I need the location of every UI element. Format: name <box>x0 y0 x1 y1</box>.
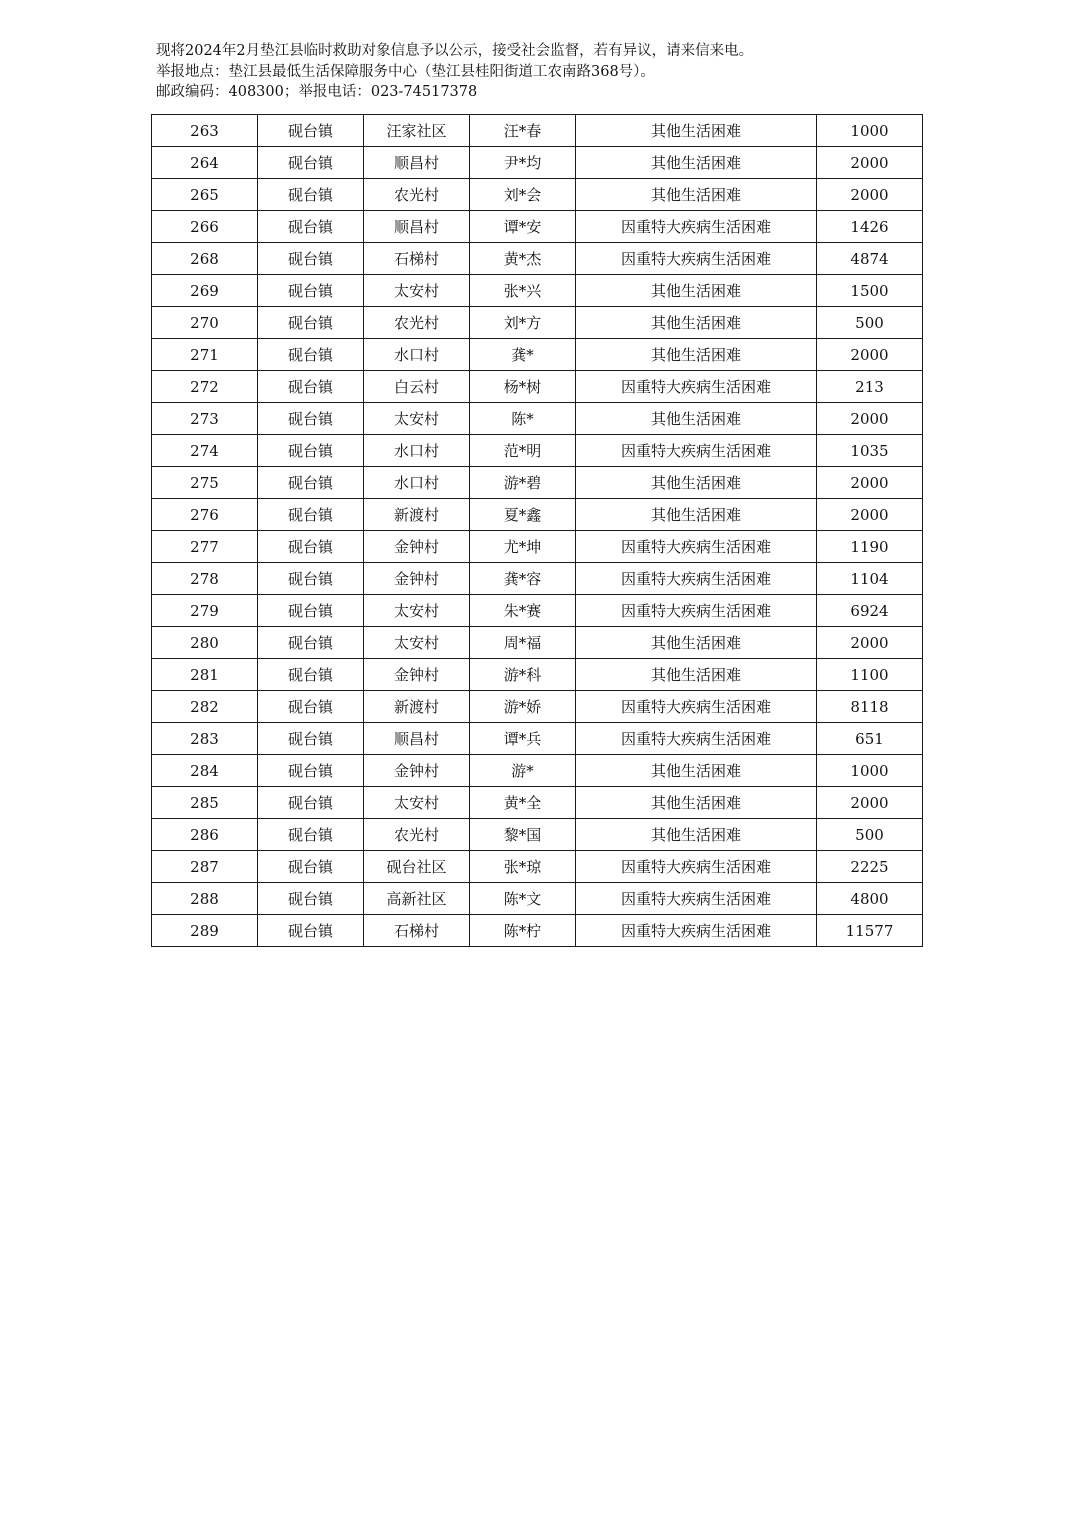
table-row <box>152 371 923 403</box>
cell-town: 砚台镇 <box>258 307 364 339</box>
cell-name: 刘*方 <box>470 307 576 339</box>
cell-amount: 1035 <box>817 435 923 467</box>
cell-serial-number: 275 <box>152 467 258 499</box>
cell-town: 砚台镇 <box>258 531 364 563</box>
cell-name: 游*科 <box>470 659 576 691</box>
table-row <box>152 115 923 147</box>
table-row <box>152 211 923 243</box>
cell-town: 砚台镇 <box>258 435 364 467</box>
cell-village: 白云村 <box>364 371 470 403</box>
cell-town: 砚台镇 <box>258 691 364 723</box>
cell-amount: 2000 <box>817 403 923 435</box>
table-row <box>152 179 923 211</box>
cell-reason: 因重特大疾病生活困难 <box>576 531 817 563</box>
cell-serial-number: 283 <box>152 723 258 755</box>
cell-serial-number: 266 <box>152 211 258 243</box>
cell-village: 石梯村 <box>364 243 470 275</box>
table-row <box>152 307 923 339</box>
cell-name: 黄*全 <box>470 787 576 819</box>
cell-name: 夏*鑫 <box>470 499 576 531</box>
table-row <box>152 531 923 563</box>
cell-name: 汪*春 <box>470 115 576 147</box>
cell-village: 石梯村 <box>364 915 470 947</box>
cell-name: 陈*柠 <box>470 915 576 947</box>
cell-village: 高新社区 <box>364 883 470 915</box>
cell-reason: 因重特大疾病生活困难 <box>576 915 817 947</box>
cell-town: 砚台镇 <box>258 371 364 403</box>
cell-amount: 6924 <box>817 595 923 627</box>
table-row <box>152 147 923 179</box>
cell-village: 农光村 <box>364 307 470 339</box>
cell-town: 砚台镇 <box>258 403 364 435</box>
notice-line-contact: 邮政编码：408300；举报电话：023-74517378 <box>156 84 478 100</box>
cell-serial-number: 288 <box>152 883 258 915</box>
cell-amount: 651 <box>817 723 923 755</box>
cell-serial-number: 287 <box>152 851 258 883</box>
cell-reason: 其他生活困难 <box>576 787 817 819</box>
cell-serial-number: 264 <box>152 147 258 179</box>
relief-table-body <box>152 115 923 947</box>
cell-village: 农光村 <box>364 179 470 211</box>
cell-reason: 其他生活困难 <box>576 755 817 787</box>
cell-amount: 500 <box>817 819 923 851</box>
cell-village: 水口村 <box>364 339 470 371</box>
cell-serial-number: 269 <box>152 275 258 307</box>
cell-serial-number: 280 <box>152 627 258 659</box>
cell-name: 陈*文 <box>470 883 576 915</box>
cell-reason: 因重特大疾病生活困难 <box>576 723 817 755</box>
cell-reason: 其他生活困难 <box>576 179 817 211</box>
cell-amount: 1190 <box>817 531 923 563</box>
table-row <box>152 723 923 755</box>
cell-village: 顺昌村 <box>364 211 470 243</box>
table-row <box>152 659 923 691</box>
table-row <box>152 883 923 915</box>
table-row <box>152 499 923 531</box>
cell-reason: 因重特大疾病生活困难 <box>576 883 817 915</box>
cell-serial-number: 278 <box>152 563 258 595</box>
cell-town: 砚台镇 <box>258 147 364 179</box>
cell-town: 砚台镇 <box>258 883 364 915</box>
cell-village: 太安村 <box>364 595 470 627</box>
table-row <box>152 787 923 819</box>
table-row <box>152 595 923 627</box>
cell-name: 张*兴 <box>470 275 576 307</box>
cell-amount: 2000 <box>817 787 923 819</box>
table-row <box>152 275 923 307</box>
cell-reason: 其他生活困难 <box>576 627 817 659</box>
cell-reason: 其他生活困难 <box>576 147 817 179</box>
table-row <box>152 563 923 595</box>
cell-name: 游*碧 <box>470 467 576 499</box>
table-row <box>152 339 923 371</box>
cell-amount: 2000 <box>817 627 923 659</box>
cell-serial-number: 265 <box>152 179 258 211</box>
cell-serial-number: 289 <box>152 915 258 947</box>
cell-reason: 因重特大疾病生活困难 <box>576 851 817 883</box>
cell-amount: 2000 <box>817 499 923 531</box>
table-row <box>152 819 923 851</box>
notice-line-announcement: 现将2024年2月垫江县临时救助对象信息予以公示，接受社会监督，若有异议，请来信来电。 <box>156 43 754 59</box>
cell-serial-number: 274 <box>152 435 258 467</box>
cell-name: 朱*赛 <box>470 595 576 627</box>
cell-amount: 11577 <box>817 915 923 947</box>
cell-name: 黄*杰 <box>470 243 576 275</box>
cell-reason: 因重特大疾病生活困难 <box>576 691 817 723</box>
cell-reason: 因重特大疾病生活困难 <box>576 211 817 243</box>
cell-village: 太安村 <box>364 627 470 659</box>
cell-amount: 1426 <box>817 211 923 243</box>
cell-serial-number: 279 <box>152 595 258 627</box>
cell-town: 砚台镇 <box>258 179 364 211</box>
cell-village: 金钟村 <box>364 755 470 787</box>
cell-village: 汪家社区 <box>364 115 470 147</box>
table-row <box>152 627 923 659</box>
cell-village: 水口村 <box>364 435 470 467</box>
cell-town: 砚台镇 <box>258 915 364 947</box>
cell-village: 新渡村 <box>364 499 470 531</box>
cell-amount: 500 <box>817 307 923 339</box>
cell-reason: 因重特大疾病生活困难 <box>576 371 817 403</box>
cell-village: 顺昌村 <box>364 147 470 179</box>
table-row <box>152 851 923 883</box>
notice-line-address: 举报地点：垫江县最低生活保障服务中心（垫江县桂阳街道工农南路368号）。 <box>156 63 655 80</box>
table-row <box>152 403 923 435</box>
cell-name: 张*琼 <box>470 851 576 883</box>
cell-town: 砚台镇 <box>258 211 364 243</box>
cell-village: 金钟村 <box>364 563 470 595</box>
cell-town: 砚台镇 <box>258 595 364 627</box>
cell-village: 农光村 <box>364 819 470 851</box>
cell-name: 尤*坤 <box>470 531 576 563</box>
cell-serial-number: 282 <box>152 691 258 723</box>
cell-reason: 其他生活困难 <box>576 403 817 435</box>
cell-reason: 其他生活困难 <box>576 499 817 531</box>
cell-reason: 其他生活困难 <box>576 467 817 499</box>
cell-amount: 1104 <box>817 563 923 595</box>
cell-serial-number: 277 <box>152 531 258 563</box>
cell-reason: 因重特大疾病生活困难 <box>576 435 817 467</box>
cell-reason: 其他生活困难 <box>576 115 817 147</box>
cell-amount: 213 <box>817 371 923 403</box>
cell-name: 黎*国 <box>470 819 576 851</box>
cell-serial-number: 284 <box>152 755 258 787</box>
cell-name: 陈* <box>470 403 576 435</box>
cell-amount: 2000 <box>817 147 923 179</box>
table-row <box>152 915 923 947</box>
cell-serial-number: 286 <box>152 819 258 851</box>
cell-amount: 2000 <box>817 339 923 371</box>
cell-town: 砚台镇 <box>258 499 364 531</box>
cell-name: 谭*安 <box>470 211 576 243</box>
cell-town: 砚台镇 <box>258 723 364 755</box>
cell-serial-number: 263 <box>152 115 258 147</box>
cell-village: 太安村 <box>364 275 470 307</box>
cell-town: 砚台镇 <box>258 851 364 883</box>
cell-serial-number: 281 <box>152 659 258 691</box>
cell-village: 顺昌村 <box>364 723 470 755</box>
cell-serial-number: 268 <box>152 243 258 275</box>
cell-town: 砚台镇 <box>258 627 364 659</box>
cell-amount: 4800 <box>817 883 923 915</box>
cell-name: 游*娇 <box>470 691 576 723</box>
cell-town: 砚台镇 <box>258 275 364 307</box>
cell-town: 砚台镇 <box>258 339 364 371</box>
cell-town: 砚台镇 <box>258 563 364 595</box>
cell-reason: 其他生活困难 <box>576 819 817 851</box>
table-row <box>152 243 923 275</box>
cell-name: 龚*容 <box>470 563 576 595</box>
cell-serial-number: 273 <box>152 403 258 435</box>
cell-town: 砚台镇 <box>258 659 364 691</box>
cell-reason: 因重特大疾病生活困难 <box>576 243 817 275</box>
cell-town: 砚台镇 <box>258 787 364 819</box>
cell-town: 砚台镇 <box>258 115 364 147</box>
notice-header <box>156 41 1036 103</box>
cell-name: 范*明 <box>470 435 576 467</box>
cell-amount: 2225 <box>817 851 923 883</box>
cell-reason: 其他生活困难 <box>576 339 817 371</box>
cell-amount: 1000 <box>817 755 923 787</box>
cell-village: 金钟村 <box>364 659 470 691</box>
cell-serial-number: 271 <box>152 339 258 371</box>
cell-amount: 1500 <box>817 275 923 307</box>
cell-reason: 因重特大疾病生活困难 <box>576 595 817 627</box>
cell-name: 游* <box>470 755 576 787</box>
cell-village: 太安村 <box>364 787 470 819</box>
table-row <box>152 691 923 723</box>
cell-name: 龚* <box>470 339 576 371</box>
cell-serial-number: 276 <box>152 499 258 531</box>
cell-serial-number: 272 <box>152 371 258 403</box>
table-row <box>152 755 923 787</box>
cell-reason: 其他生活困难 <box>576 307 817 339</box>
cell-amount: 2000 <box>817 179 923 211</box>
cell-village: 新渡村 <box>364 691 470 723</box>
cell-serial-number: 285 <box>152 787 258 819</box>
cell-serial-number: 270 <box>152 307 258 339</box>
cell-name: 杨*树 <box>470 371 576 403</box>
cell-reason: 其他生活困难 <box>576 659 817 691</box>
cell-name: 谭*兵 <box>470 723 576 755</box>
cell-reason: 因重特大疾病生活困难 <box>576 563 817 595</box>
cell-town: 砚台镇 <box>258 755 364 787</box>
cell-amount: 8118 <box>817 691 923 723</box>
cell-name: 刘*会 <box>470 179 576 211</box>
cell-town: 砚台镇 <box>258 819 364 851</box>
cell-village: 砚台社区 <box>364 851 470 883</box>
cell-reason: 其他生活困难 <box>576 275 817 307</box>
cell-name: 尹*均 <box>470 147 576 179</box>
cell-village: 金钟村 <box>364 531 470 563</box>
cell-amount: 2000 <box>817 467 923 499</box>
cell-amount: 4874 <box>817 243 923 275</box>
cell-town: 砚台镇 <box>258 467 364 499</box>
cell-amount: 1100 <box>817 659 923 691</box>
cell-town: 砚台镇 <box>258 243 364 275</box>
table-row <box>152 435 923 467</box>
relief-recipients-table <box>151 114 923 947</box>
cell-village: 太安村 <box>364 403 470 435</box>
cell-village: 水口村 <box>364 467 470 499</box>
table-row <box>152 467 923 499</box>
cell-name: 周*福 <box>470 627 576 659</box>
cell-amount: 1000 <box>817 115 923 147</box>
